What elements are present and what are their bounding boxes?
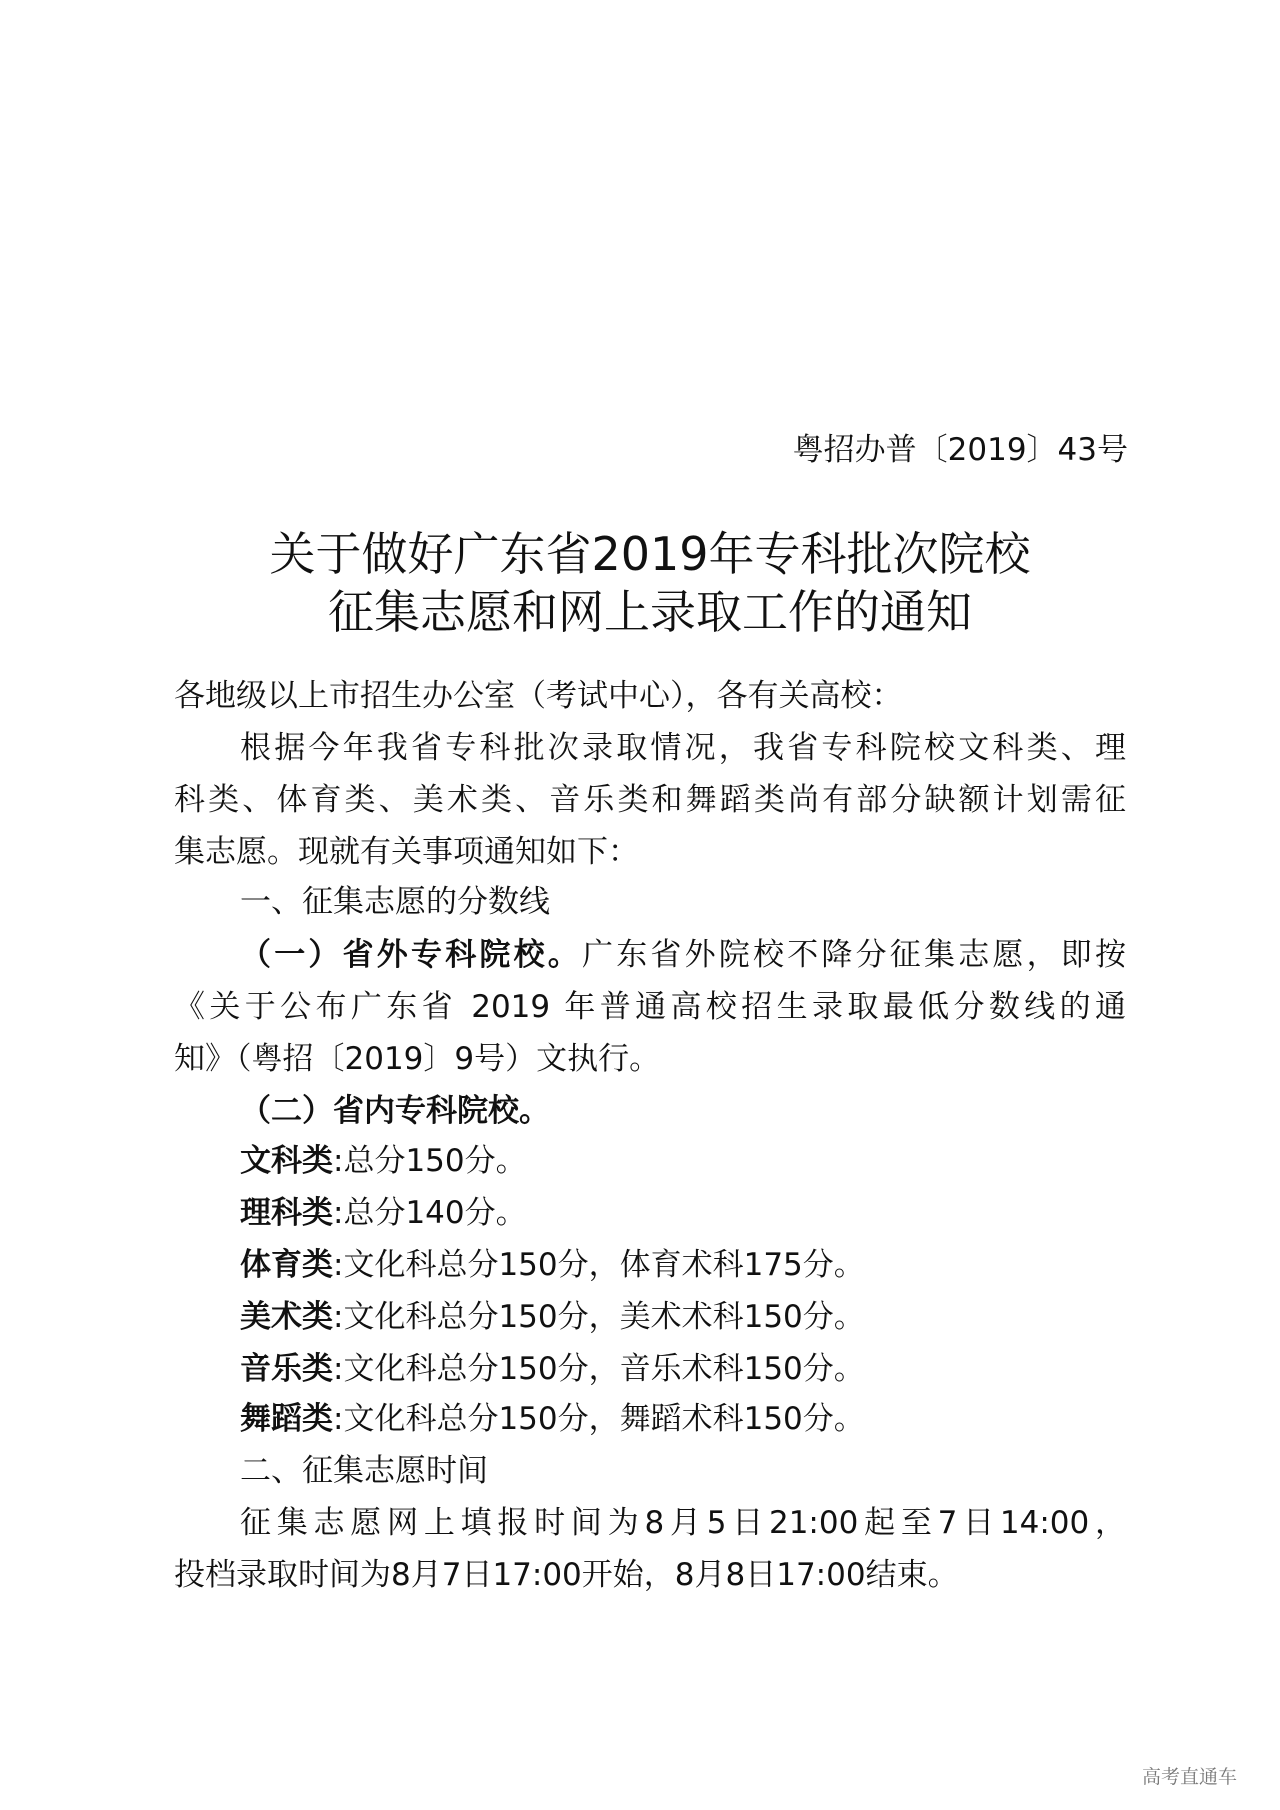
score-value: :文化科总分150分，体育术科175分。 bbox=[333, 1247, 865, 1283]
subsection-2-label: （二）省内专科院校。 bbox=[240, 1093, 550, 1129]
score-category: 舞蹈类 bbox=[240, 1401, 333, 1437]
score-category: 理科类 bbox=[240, 1195, 333, 1231]
watermark: 高考直通车 bbox=[1142, 1766, 1238, 1788]
score-item bbox=[240, 1141, 1126, 1181]
subsection-1-line: 《关于公布广东省 2019 年普通高校招生录取最低分数线的通 bbox=[174, 989, 1126, 1025]
intro-line: 根据今年我省专科批次录取情况，我省专科院校文科类、理 bbox=[240, 730, 1126, 766]
time-line: 投档录取时间为8月7日17:00开始，8月8日17:00结束。 bbox=[174, 1557, 959, 1593]
subsection-1-line: 知》（粤招〔2019〕9号）文执行。 bbox=[174, 1041, 661, 1077]
document-number: 粤招办普〔2019〕43号 bbox=[792, 432, 1128, 468]
score-item bbox=[240, 1297, 1126, 1337]
score-value: :文化科总分150分，美术术科150分。 bbox=[333, 1299, 865, 1335]
score-item bbox=[240, 1245, 1126, 1285]
addressee: 各地级以上市招生办公室（考试中心），各有关高校： bbox=[174, 678, 903, 714]
time-line: 征集志愿网上填报时间为8月5日21:00起至7日14:00， bbox=[240, 1505, 1126, 1541]
intro-line: 科类、体育类、美术类、音乐类和舞蹈类尚有部分缺额计划需征 bbox=[174, 782, 1126, 818]
section-heading-1: 一、征集志愿的分数线 bbox=[240, 884, 550, 920]
score-category: 体育类 bbox=[240, 1247, 333, 1283]
score-category: 文科类 bbox=[240, 1143, 333, 1179]
score-value: :总分140分。 bbox=[333, 1195, 527, 1231]
score-value: :文化科总分150分，音乐术科150分。 bbox=[333, 1351, 865, 1387]
subsection-1-text: 广东省外院校不降分征集志愿，即按 bbox=[582, 937, 1126, 973]
intro-line: 集志愿。现就有关事项通知如下： bbox=[174, 834, 639, 870]
subsection-2 bbox=[240, 1091, 1126, 1131]
subsection-1 bbox=[240, 935, 1126, 975]
score-value: :总分150分。 bbox=[333, 1143, 527, 1179]
document-title-line-2: 征集志愿和网上录取工作的通知 bbox=[328, 585, 972, 639]
document-title-line-1: 关于做好广东省2019年专科批次院校 bbox=[269, 527, 1031, 581]
score-value: :文化科总分150分，舞蹈术科150分。 bbox=[333, 1401, 865, 1437]
score-category: 音乐类 bbox=[240, 1351, 333, 1387]
subsection-1-label: （一）省外专科院校。 bbox=[240, 937, 582, 973]
section-heading-2: 二、征集志愿时间 bbox=[240, 1453, 488, 1489]
score-category: 美术类 bbox=[240, 1299, 333, 1335]
score-item bbox=[240, 1399, 1126, 1439]
score-item bbox=[240, 1349, 1126, 1389]
score-item bbox=[240, 1193, 1126, 1233]
